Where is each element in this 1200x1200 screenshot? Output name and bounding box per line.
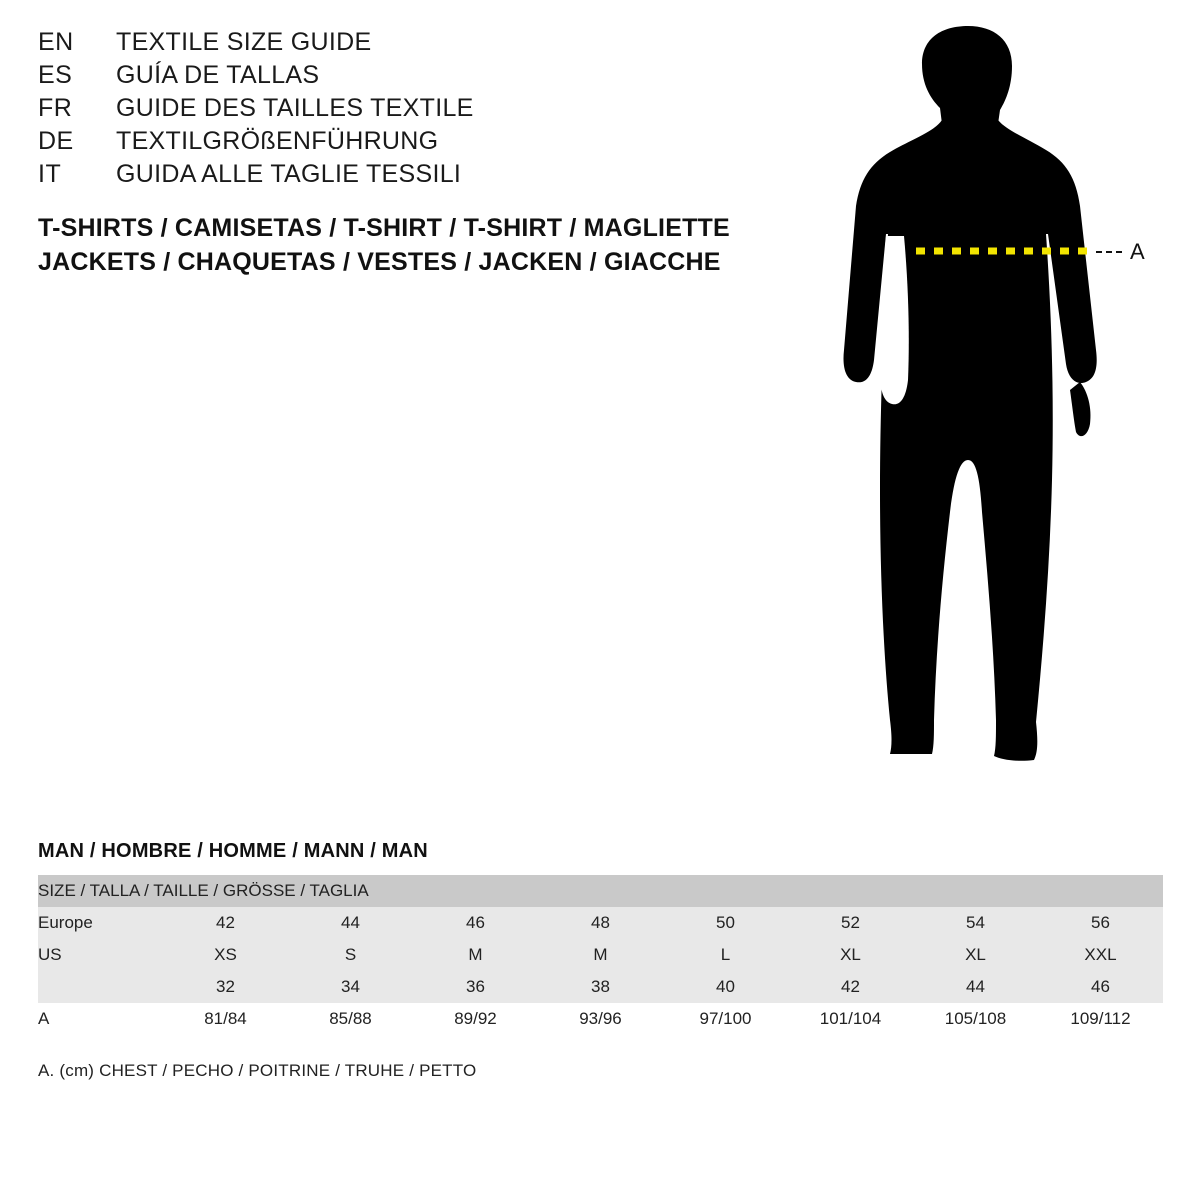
row-label-numeric (38, 971, 163, 1003)
chest-callout-label: A (1130, 239, 1145, 264)
cell-a-8: 109/112 (1038, 1003, 1163, 1035)
product-category-list (38, 211, 818, 279)
cell-us-7: XL (913, 939, 1038, 971)
product-category-jackets: JACKETS / CHAQUETAS / VESTES / JACKEN / GIACCHE (38, 248, 721, 276)
table-header-label: SIZE / TALLA / TAILLE / GRÖSSE / TAGLIA (38, 875, 1163, 907)
cell-us-8: XXL (1038, 939, 1163, 971)
product-category-tshirts: T-SHIRTS / CAMISETAS / T-SHIRT / T-SHIRT / MAGLIETTE (38, 214, 730, 242)
cell-a-6: 101/104 (788, 1003, 913, 1035)
language-title: GUIDA ALLE TAGLIE TESSILI (116, 160, 462, 188)
language-row (38, 127, 818, 160)
row-label-europe: Europe (38, 907, 163, 939)
cell-a-1: 81/84 (163, 1003, 288, 1035)
cell-europe-8: 56 (1038, 907, 1163, 939)
cell-numeric-4: 38 (538, 971, 663, 1003)
cell-europe-7: 54 (913, 907, 1038, 939)
body-figure (830, 20, 1180, 790)
row-label-a: A (38, 1003, 163, 1035)
row-label-us: US (38, 939, 163, 971)
gender-title: MAN / HOMBRE / HOMME / MANN / MAN (38, 840, 428, 862)
header-block (38, 28, 818, 279)
cell-us-5: L (663, 939, 788, 971)
language-title: GUÍA DE TALLAS (116, 61, 320, 89)
cell-us-2: S (288, 939, 413, 971)
language-row (38, 94, 818, 127)
table-row (38, 1003, 1163, 1035)
cell-a-7: 105/108 (913, 1003, 1038, 1035)
cell-europe-6: 52 (788, 907, 913, 939)
language-title: TEXTILE SIZE GUIDE (116, 28, 372, 56)
cell-europe-3: 46 (413, 907, 538, 939)
cell-us-4: M (538, 939, 663, 971)
size-table-section (38, 840, 1163, 1081)
cell-numeric-2: 34 (288, 971, 413, 1003)
cell-numeric-3: 36 (413, 971, 538, 1003)
cell-europe-4: 48 (538, 907, 663, 939)
language-title: GUIDE DES TAILLES TEXTILE (116, 94, 474, 122)
cell-europe-1: 42 (163, 907, 288, 939)
language-code: ES (38, 61, 73, 89)
cell-a-3: 89/92 (413, 1003, 538, 1035)
cell-a-5: 97/100 (663, 1003, 788, 1035)
cell-numeric-8: 46 (1038, 971, 1163, 1003)
cell-us-3: M (413, 939, 538, 971)
cell-europe-2: 44 (288, 907, 413, 939)
language-list (38, 28, 818, 193)
size-table (38, 875, 1163, 1035)
table-row (38, 971, 1163, 1003)
cell-a-2: 85/88 (288, 1003, 413, 1035)
language-row (38, 28, 818, 61)
table-header-row (38, 875, 1163, 907)
language-row (38, 61, 818, 94)
table-row (38, 939, 1163, 971)
cell-numeric-7: 44 (913, 971, 1038, 1003)
cell-numeric-1: 32 (163, 971, 288, 1003)
cell-us-1: XS (163, 939, 288, 971)
cell-numeric-5: 40 (663, 971, 788, 1003)
language-code: DE (38, 127, 74, 155)
language-code: EN (38, 28, 74, 56)
cell-a-4: 93/96 (538, 1003, 663, 1035)
language-code: FR (38, 94, 73, 122)
cell-numeric-6: 42 (788, 971, 913, 1003)
measurement-footnote: A. (cm) CHEST / PECHO / POITRINE / TRUHE / PETTO (38, 1061, 477, 1080)
male-silhouette-icon (830, 20, 1180, 790)
language-title: TEXTILGRÖßENFÜHRUNG (116, 127, 439, 155)
chest-callout-dash (1096, 251, 1122, 253)
cell-us-6: XL (788, 939, 913, 971)
language-code: IT (38, 160, 62, 188)
table-row (38, 907, 1163, 939)
cell-europe-5: 50 (663, 907, 788, 939)
language-row (38, 160, 818, 193)
